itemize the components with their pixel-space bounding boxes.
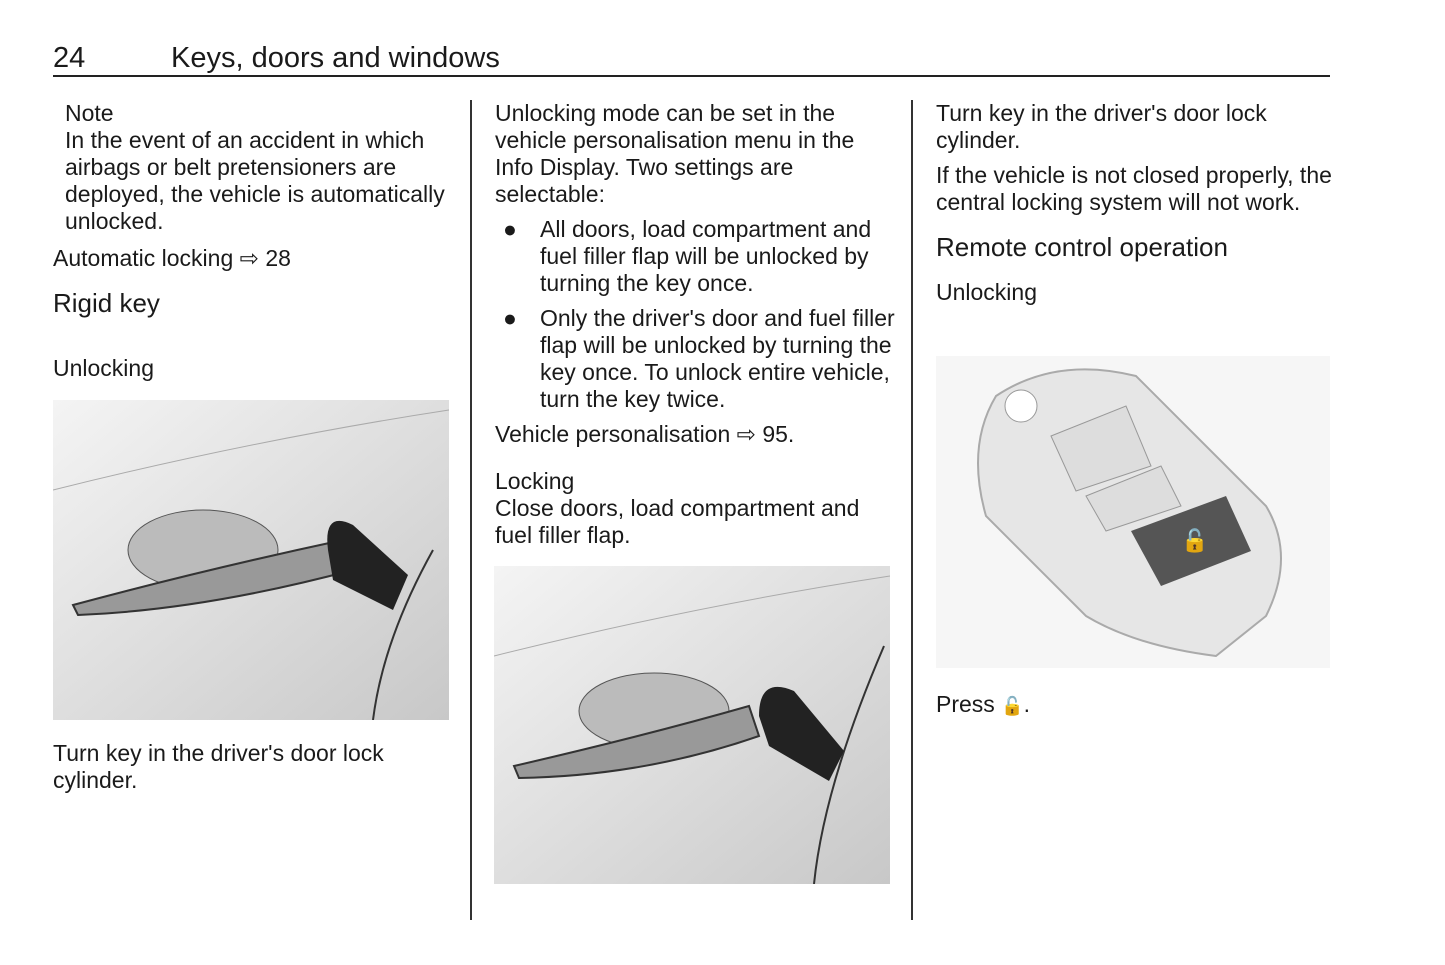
note-title: Note: [65, 100, 114, 126]
paragraph: If the vehicle is not closed properly, the central locking system will not work.: [936, 162, 1332, 215]
unlock-mode-list: [495, 216, 895, 413]
column-divider: [911, 100, 913, 920]
auto-lock-text: Automatic locking: [53, 245, 234, 271]
column-2: [495, 100, 895, 557]
list-item: ● Only the driver's door and fuel filler flap will be unlocked by turning the key once. To unlock entire vehicle, turn the key twice.: [503, 305, 895, 412]
ref-arrow-icon: ⇨: [736, 421, 756, 447]
ref-arrow-icon: ⇨: [239, 245, 259, 271]
column-3: [936, 100, 1336, 306]
column-divider: [470, 100, 472, 920]
subheading: Unlocking: [936, 279, 1037, 305]
section-heading: Remote control operation: [936, 232, 1228, 262]
paragraph: Turn key in the driver's door lock cylinder.: [936, 100, 1267, 153]
page-title: Keys, doors and windows: [171, 42, 500, 74]
locking-heading: Locking: [495, 468, 575, 494]
subheading: Unlocking: [53, 355, 154, 381]
press-instruction: Press 🔓.: [936, 691, 1030, 717]
door-handle-lock-illustration: [494, 566, 890, 884]
page-number: 24: [53, 42, 86, 74]
remote-key-illustration: [936, 356, 1330, 668]
door-handle-unlock-illustration: [53, 400, 449, 720]
personalisation-ref[interactable]: 95.: [762, 421, 795, 447]
list-item: ● All doors, load compartment and fuel filler flap will be unlocked by turning the key once.: [503, 216, 872, 296]
caption: Turn key in the driver's door lock cylinder.: [53, 740, 384, 793]
header-divider: [53, 75, 1330, 77]
note-text: In the event of an accident in which airbags or belt pretensioners are deployed, the vehicle is automatically unlocked.: [65, 127, 445, 234]
unlock-icon: 🔓: [1001, 696, 1024, 717]
locking-text: Close doors, load compartment and fuel filler flap.: [495, 495, 860, 548]
note-box: [53, 100, 453, 235]
intro-text: Unlocking mode can be set in the vehicle personalisation menu in the Info Display. Two settings are selectable:: [495, 100, 855, 207]
svg-text:🔓: 🔓: [1181, 529, 1209, 554]
section-heading: Rigid key: [53, 288, 160, 318]
auto-lock-ref[interactable]: 28: [265, 245, 291, 271]
column-1: [53, 100, 453, 382]
personalisation-text: Vehicle personalisation: [495, 421, 731, 447]
